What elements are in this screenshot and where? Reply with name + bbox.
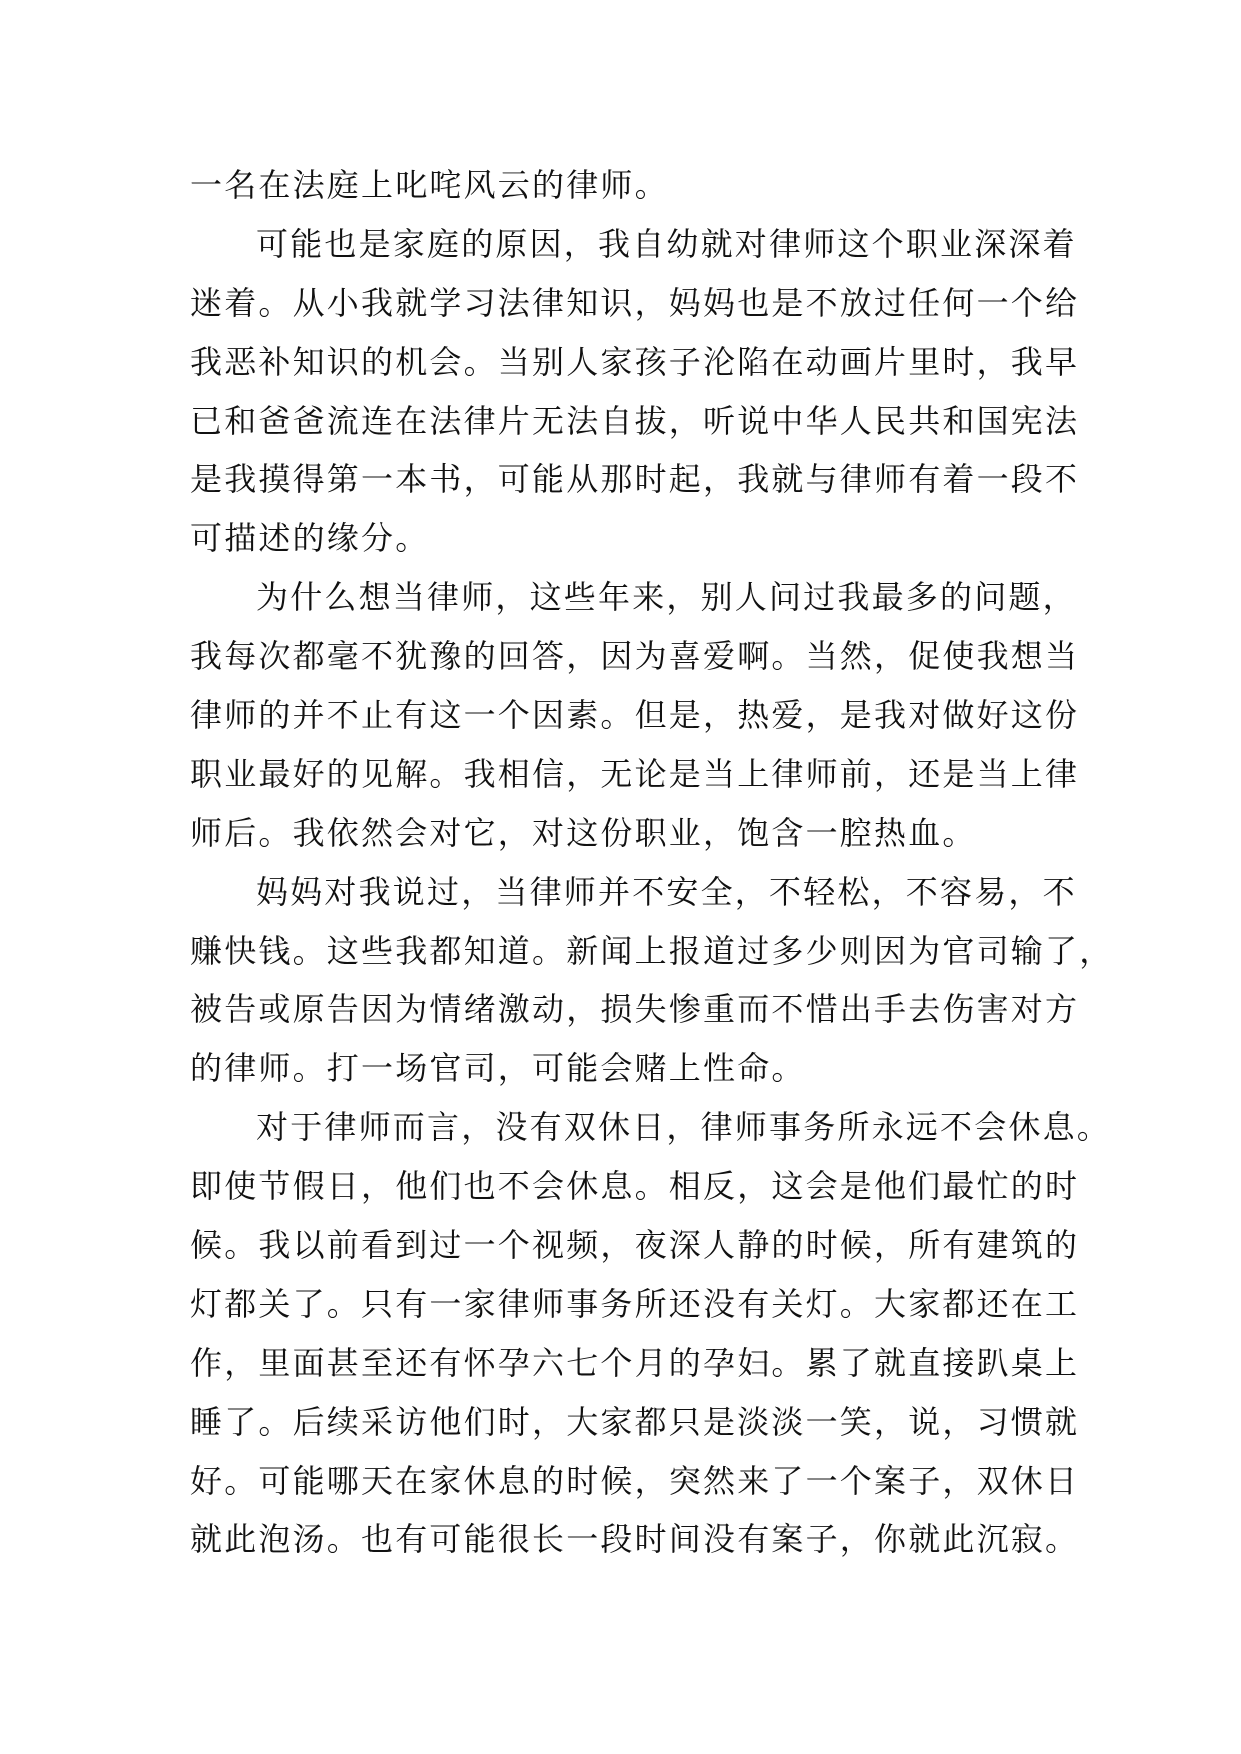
- text-line: 的律师。打一场官司，可能会赌上性命。: [190, 1049, 806, 1088]
- text-line: 作，里面甚至还有怀孕六七个月的孕妇。累了就直接趴桌上: [190, 1343, 1080, 1382]
- text-line: 师后。我依然会对它，对这份职业，饱含一腔热血。: [190, 813, 977, 852]
- text-line: 一名在法庭上叱咤风云的律师。: [190, 166, 669, 204]
- text-line: 职业最好的见解。我相信，无论是当上律师前，还是当上律: [190, 754, 1080, 793]
- paragraph-start-line: 妈妈对我说过，当律师并不安全，不轻松，不容易，不: [256, 872, 1077, 911]
- text-line: 灯都关了。只有一家律师事务所还没有关灯。大家都还在工: [190, 1284, 1080, 1323]
- body-text: [190, 156, 1114, 1569]
- text-line: 候。我以前看到过一个视频，夜深人静的时候，所有建筑的: [190, 1226, 1080, 1265]
- text-line: 是我摸得第一本书，可能从那时起，我就与律师有着一段不: [190, 460, 1080, 499]
- paragraph-start-line: 为什么想当律师，这些年来，别人问过我最多的问题，: [256, 578, 1077, 617]
- text-line: 即使节假日，他们也不会休息。相反，这会是他们最忙的时: [190, 1167, 1080, 1206]
- text-line: 可描述的缘分。: [190, 519, 430, 558]
- paragraph-start-line: 可能也是家庭的原因，我自幼就对律师这个职业深深着: [256, 224, 1077, 263]
- text-line: 被告或原告因为情绪激动，损失惨重而不惜出手去伤害对方: [190, 990, 1080, 1029]
- text-line: 律师的并不止有这一个因素。但是，热爱，是我对做好这份: [190, 696, 1080, 735]
- text-line: 好。可能哪天在家休息的时候，突然来了一个案子，双休日: [190, 1461, 1080, 1500]
- text-line: 已和爸爸流连在法律片无法自拔，听说中华人民共和国宪法: [190, 401, 1080, 440]
- paragraph-start-line: 对于律师而言，没有双休日，律师事务所永远不会休息。: [256, 1108, 1112, 1147]
- text-line: 就此泡汤。也有可能很长一段时间没有案子，你就此沉寂。: [190, 1520, 1080, 1559]
- text-line: 睡了。后续采访他们时，大家都只是淡淡一笑，说，习惯就: [190, 1402, 1080, 1441]
- text-line: 我恶补知识的机会。当别人家孩子沦陷在动画片里时，我早: [190, 342, 1080, 381]
- text-line: 赚快钱。这些我都知道。新闻上报道过多少则因为官司输了，: [190, 931, 1114, 970]
- text-line: 我每次都毫不犹豫的回答，因为喜爱啊。当然，促使我想当: [190, 637, 1080, 676]
- text-line: 迷着。从小我就学习法律知识，妈妈也是不放过任何一个给: [190, 283, 1080, 322]
